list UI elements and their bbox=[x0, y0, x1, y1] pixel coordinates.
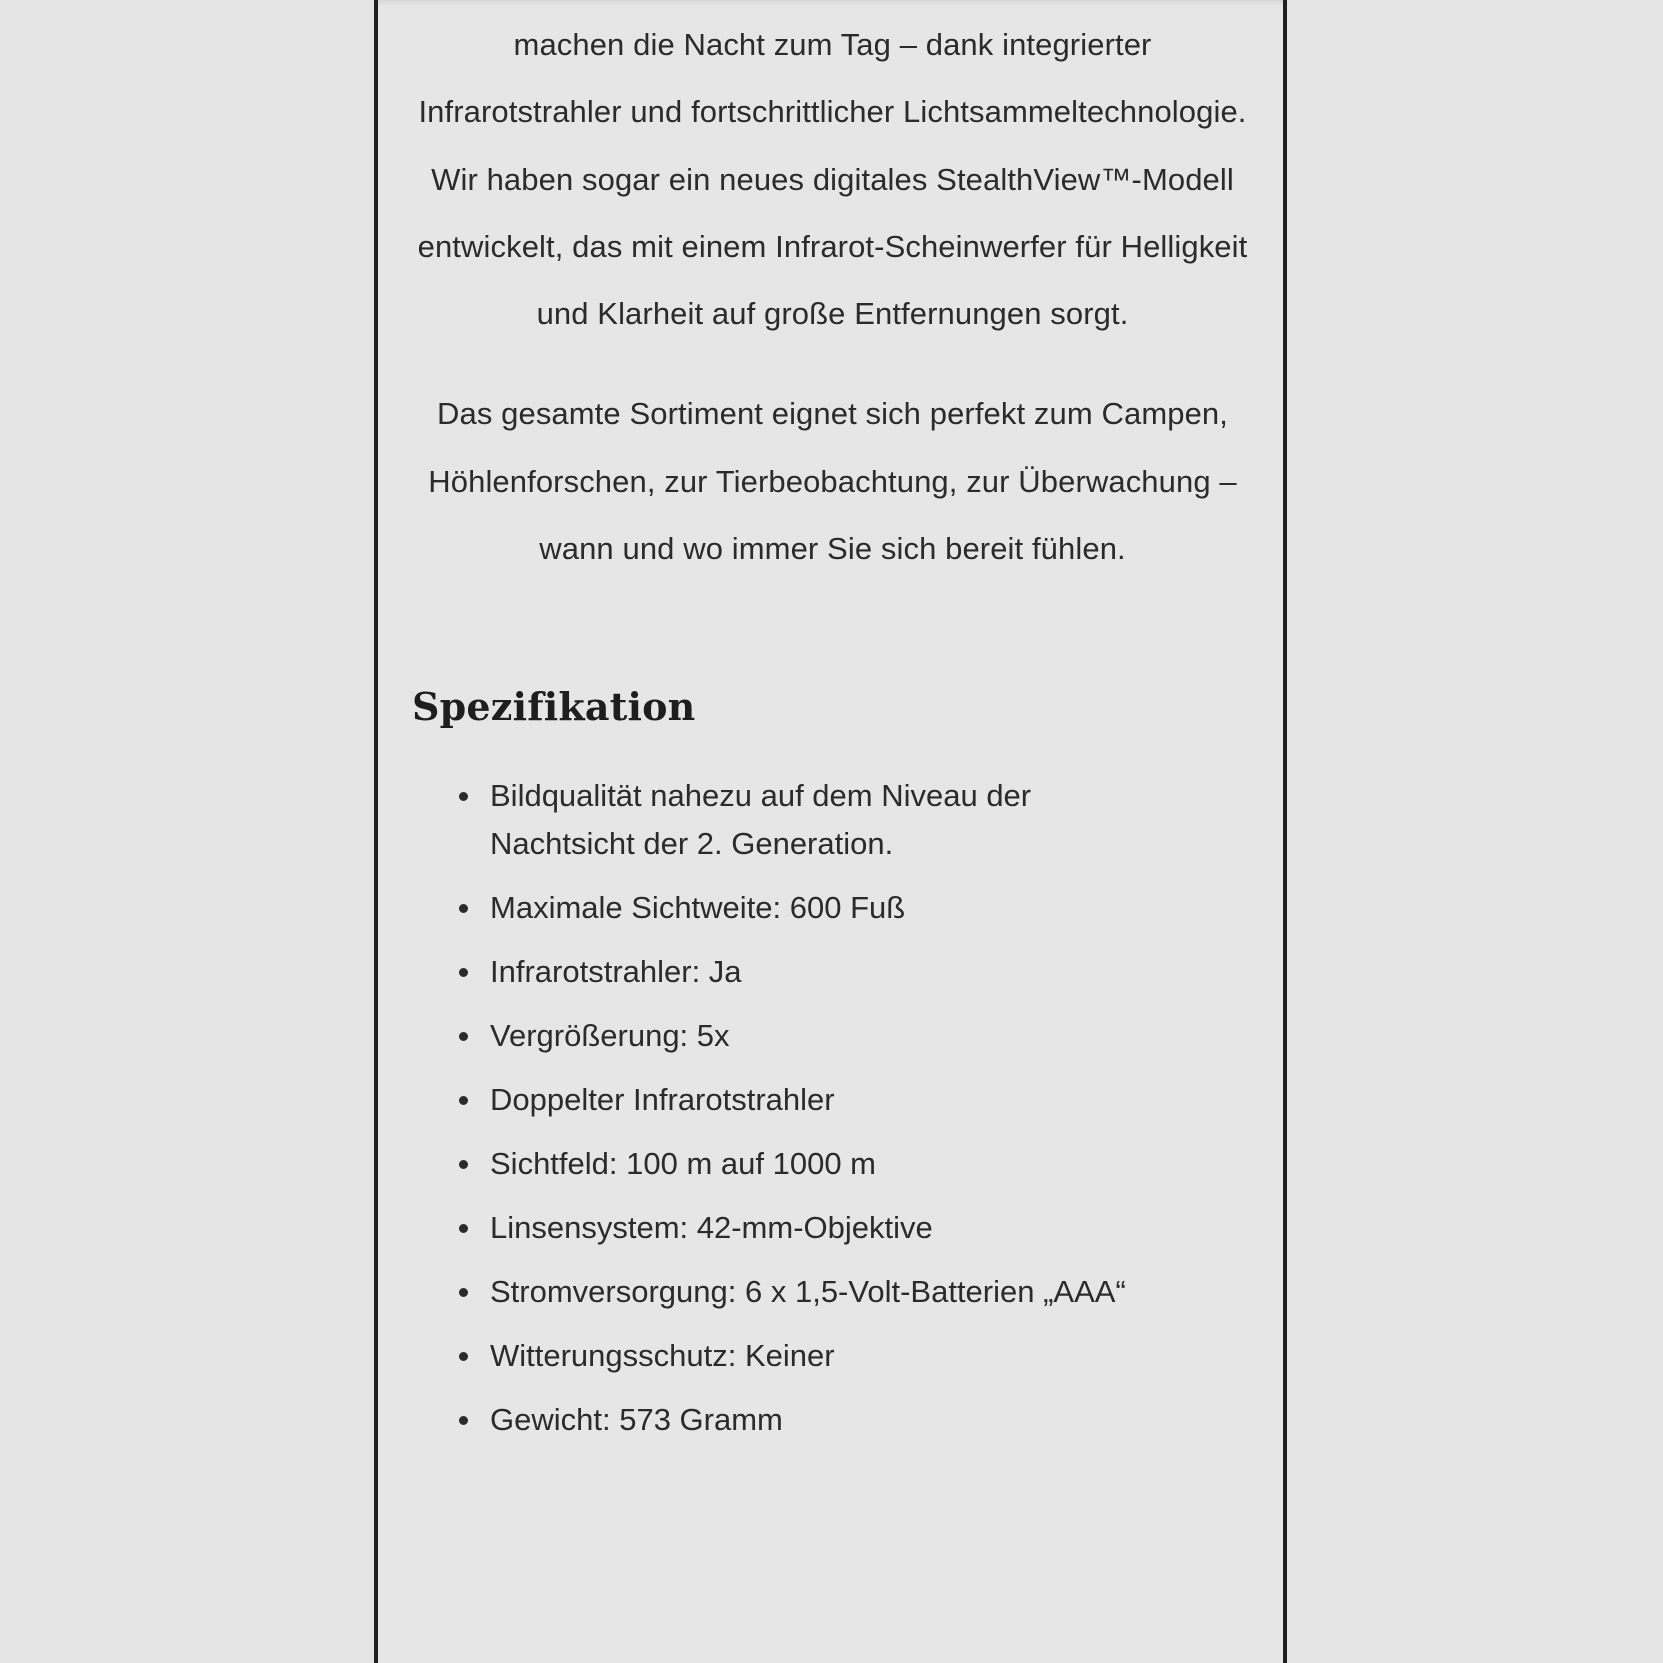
description-paragraph-2: Das gesamte Sortiment eignet sich perfekt zum Campen, Höhlenforschen, zur Tierbeobachtung, zur Überwachung – wann und wo immer Sie sich bereit fühlen. bbox=[428, 396, 1237, 567]
spec-item-weather-protection bbox=[490, 1332, 1130, 1380]
spec-item-magnification bbox=[490, 1012, 1130, 1060]
spec-item-text: Witterungsschutz: Keiner bbox=[490, 1338, 835, 1374]
bullet-icon bbox=[459, 1416, 468, 1425]
bullet-icon bbox=[459, 792, 468, 801]
bullet-icon bbox=[459, 1096, 468, 1105]
spec-item-text: Doppelter Infrarotstrahler bbox=[490, 1082, 835, 1118]
spec-item-text: Sichtfeld: 100 m auf 1000 m bbox=[490, 1146, 877, 1182]
spec-item-text: Bildqualität nahezu auf dem Niveau der Nachtsicht der 2. Generation. bbox=[490, 778, 1032, 862]
spec-item-lens-system bbox=[490, 1204, 1130, 1252]
product-description bbox=[412, 0, 1253, 1460]
spec-item-field-of-view bbox=[490, 1140, 1130, 1188]
bullet-icon bbox=[459, 1160, 468, 1169]
spec-item-max-range bbox=[490, 884, 1130, 932]
bullet-icon bbox=[459, 1288, 468, 1297]
spec-item-text: Vergrößerung: 5x bbox=[490, 1018, 730, 1054]
spec-item-weight bbox=[490, 1396, 1130, 1444]
bullet-icon bbox=[459, 1032, 468, 1041]
spec-item-text: Maximale Sichtweite: 600 Fuß bbox=[490, 890, 906, 926]
spec-item-dual-infrared bbox=[490, 1076, 1130, 1124]
spec-item-text: Linsensystem: 42-mm-Objektive bbox=[490, 1210, 933, 1246]
description-paragraph-1: machen die Nacht zum Tag – dank integrierter Infrarotstrahler und fortschrittlicher Lichtsammeltechnologie. Wir haben sogar ein neues digitales StealthView™-Modell entwickelt, das mit einem Infrarot-Scheinwerfer für Helligkeit und Klarheit auf große Entfernungen sorgt. bbox=[417, 27, 1248, 332]
spec-item-infrared bbox=[490, 948, 1130, 996]
spec-item-text: Stromversorgung: 6 x 1,5-Volt-Batterien „AAA“ bbox=[490, 1274, 1126, 1310]
spec-item-power bbox=[490, 1268, 1210, 1316]
spec-item-text: Gewicht: 573 Gramm bbox=[490, 1402, 783, 1438]
bullet-icon bbox=[459, 968, 468, 977]
spec-heading: Spezifikation bbox=[412, 684, 696, 730]
spec-list bbox=[412, 772, 1253, 1444]
spec-item-image-quality bbox=[490, 772, 1130, 868]
bullet-icon bbox=[459, 904, 468, 913]
bullet-icon bbox=[459, 1352, 468, 1361]
bullet-icon bbox=[459, 1224, 468, 1233]
content-frame bbox=[374, 0, 1287, 1663]
spec-item-text: Infrarotstrahler: Ja bbox=[490, 954, 742, 990]
